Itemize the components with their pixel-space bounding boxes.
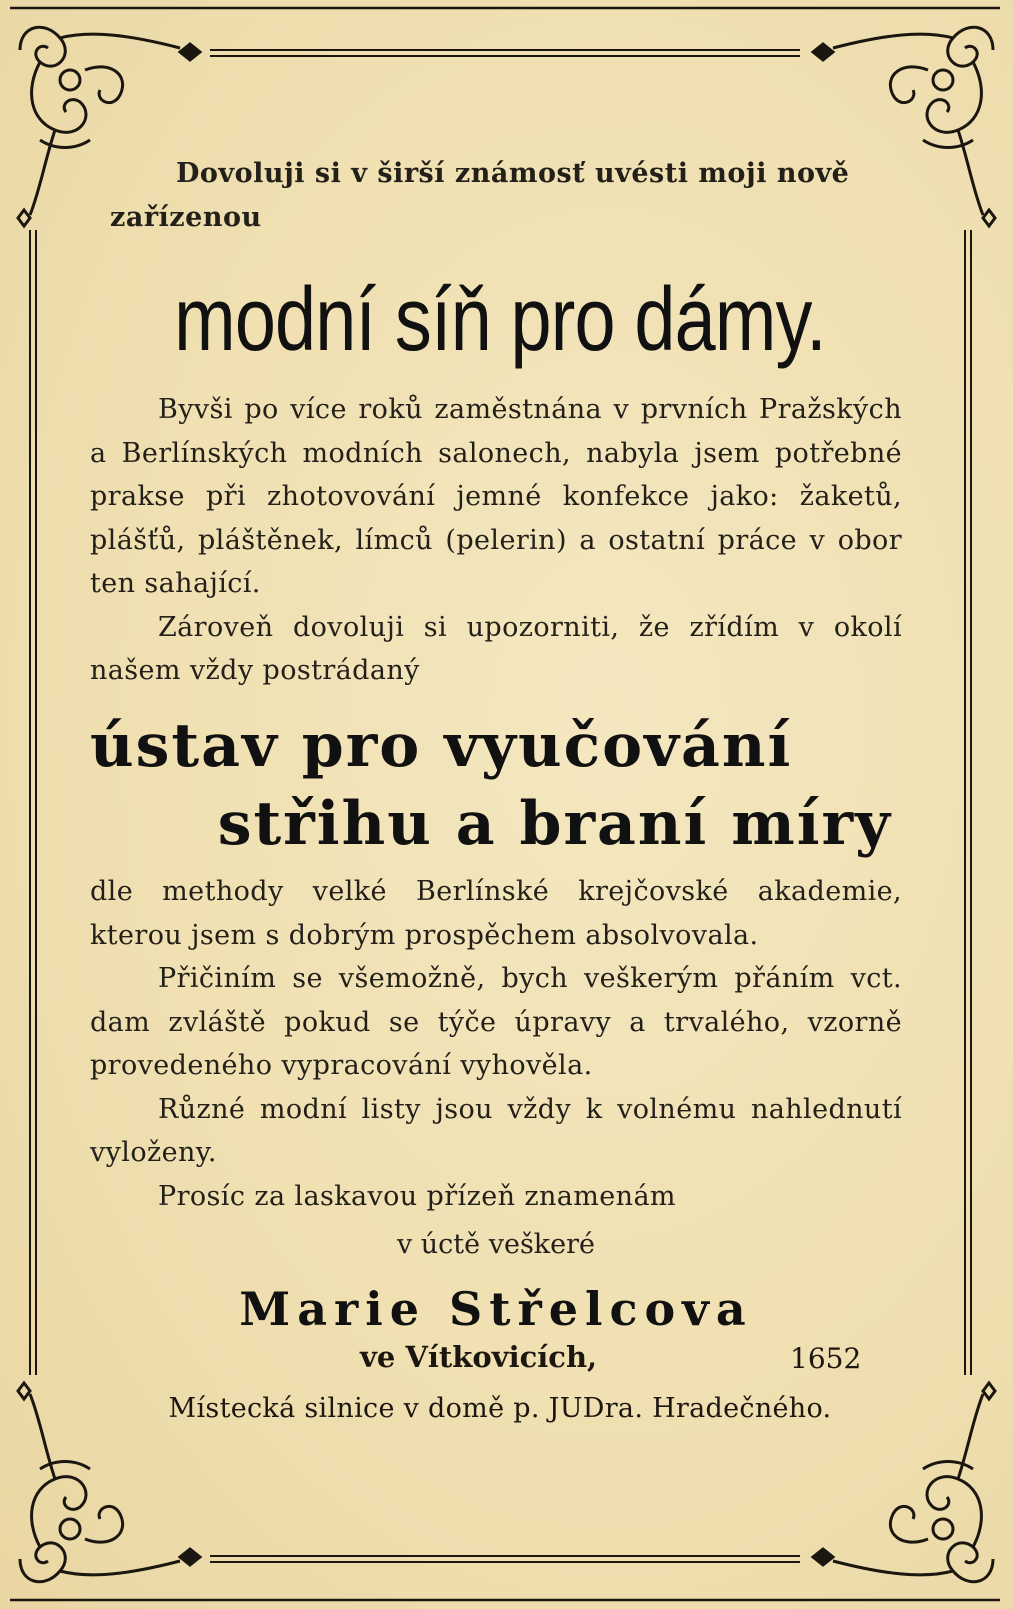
intro-text: Dovoluji si v širší známosť uvésti moji nově zařízenou [110,158,850,233]
body-section-1 [90,388,902,693]
body-section-2 [90,870,902,1218]
paragraph-request: Prosíc za laskavou přízeň znamenám [158,1180,676,1212]
ad-number: 1652 [790,1342,862,1375]
feature-heading-line-1: ústav pro vyučování [90,711,793,781]
paragraph-announcement: Zároveň dovoluji si upozorniti, že zřídím v okolí našem vždy postrádaný [90,611,902,686]
feature-heading-line-2: střihu a braní míry [217,789,892,859]
page-title: modní síň pro dámy. [174,270,826,370]
paragraph-experience: Byvši po více roků zaměstnána v prvních Pražských a Berlínských modních salonech, nabyla jsem potřebné prakse při zhotovování jemné konfekce jako: žaketů, plášťů, pláštěnek, límců (pelerin) a ostatní práce v obor ten sahající. [90,394,902,599]
signature-location: ve Vítkovicích, [360,1340,598,1374]
paragraph-method: dle methody velké Berlínské krejčovské akademie, kterou jsem s dobrým prospěchem absolvovala. [90,876,902,951]
closing-salutation: v úctě veškeré [396,1229,596,1260]
paragraph-fashion-sheets: Různé modní listy jsou vždy k volnému nahlednutí vyloženy. [90,1093,902,1168]
paragraph-promise: Přičiním se všemožně, bych veškerým přáním vct. dam zvláště pokud se týče úpravy a trvalého, vzorně provedeného vypracování vyhověla. [90,963,902,1081]
signature-address: Místecká silnice v domě p. JUDra. Hradečného. [168,1393,832,1424]
signature-name: Marie Střelcova [239,1282,753,1336]
